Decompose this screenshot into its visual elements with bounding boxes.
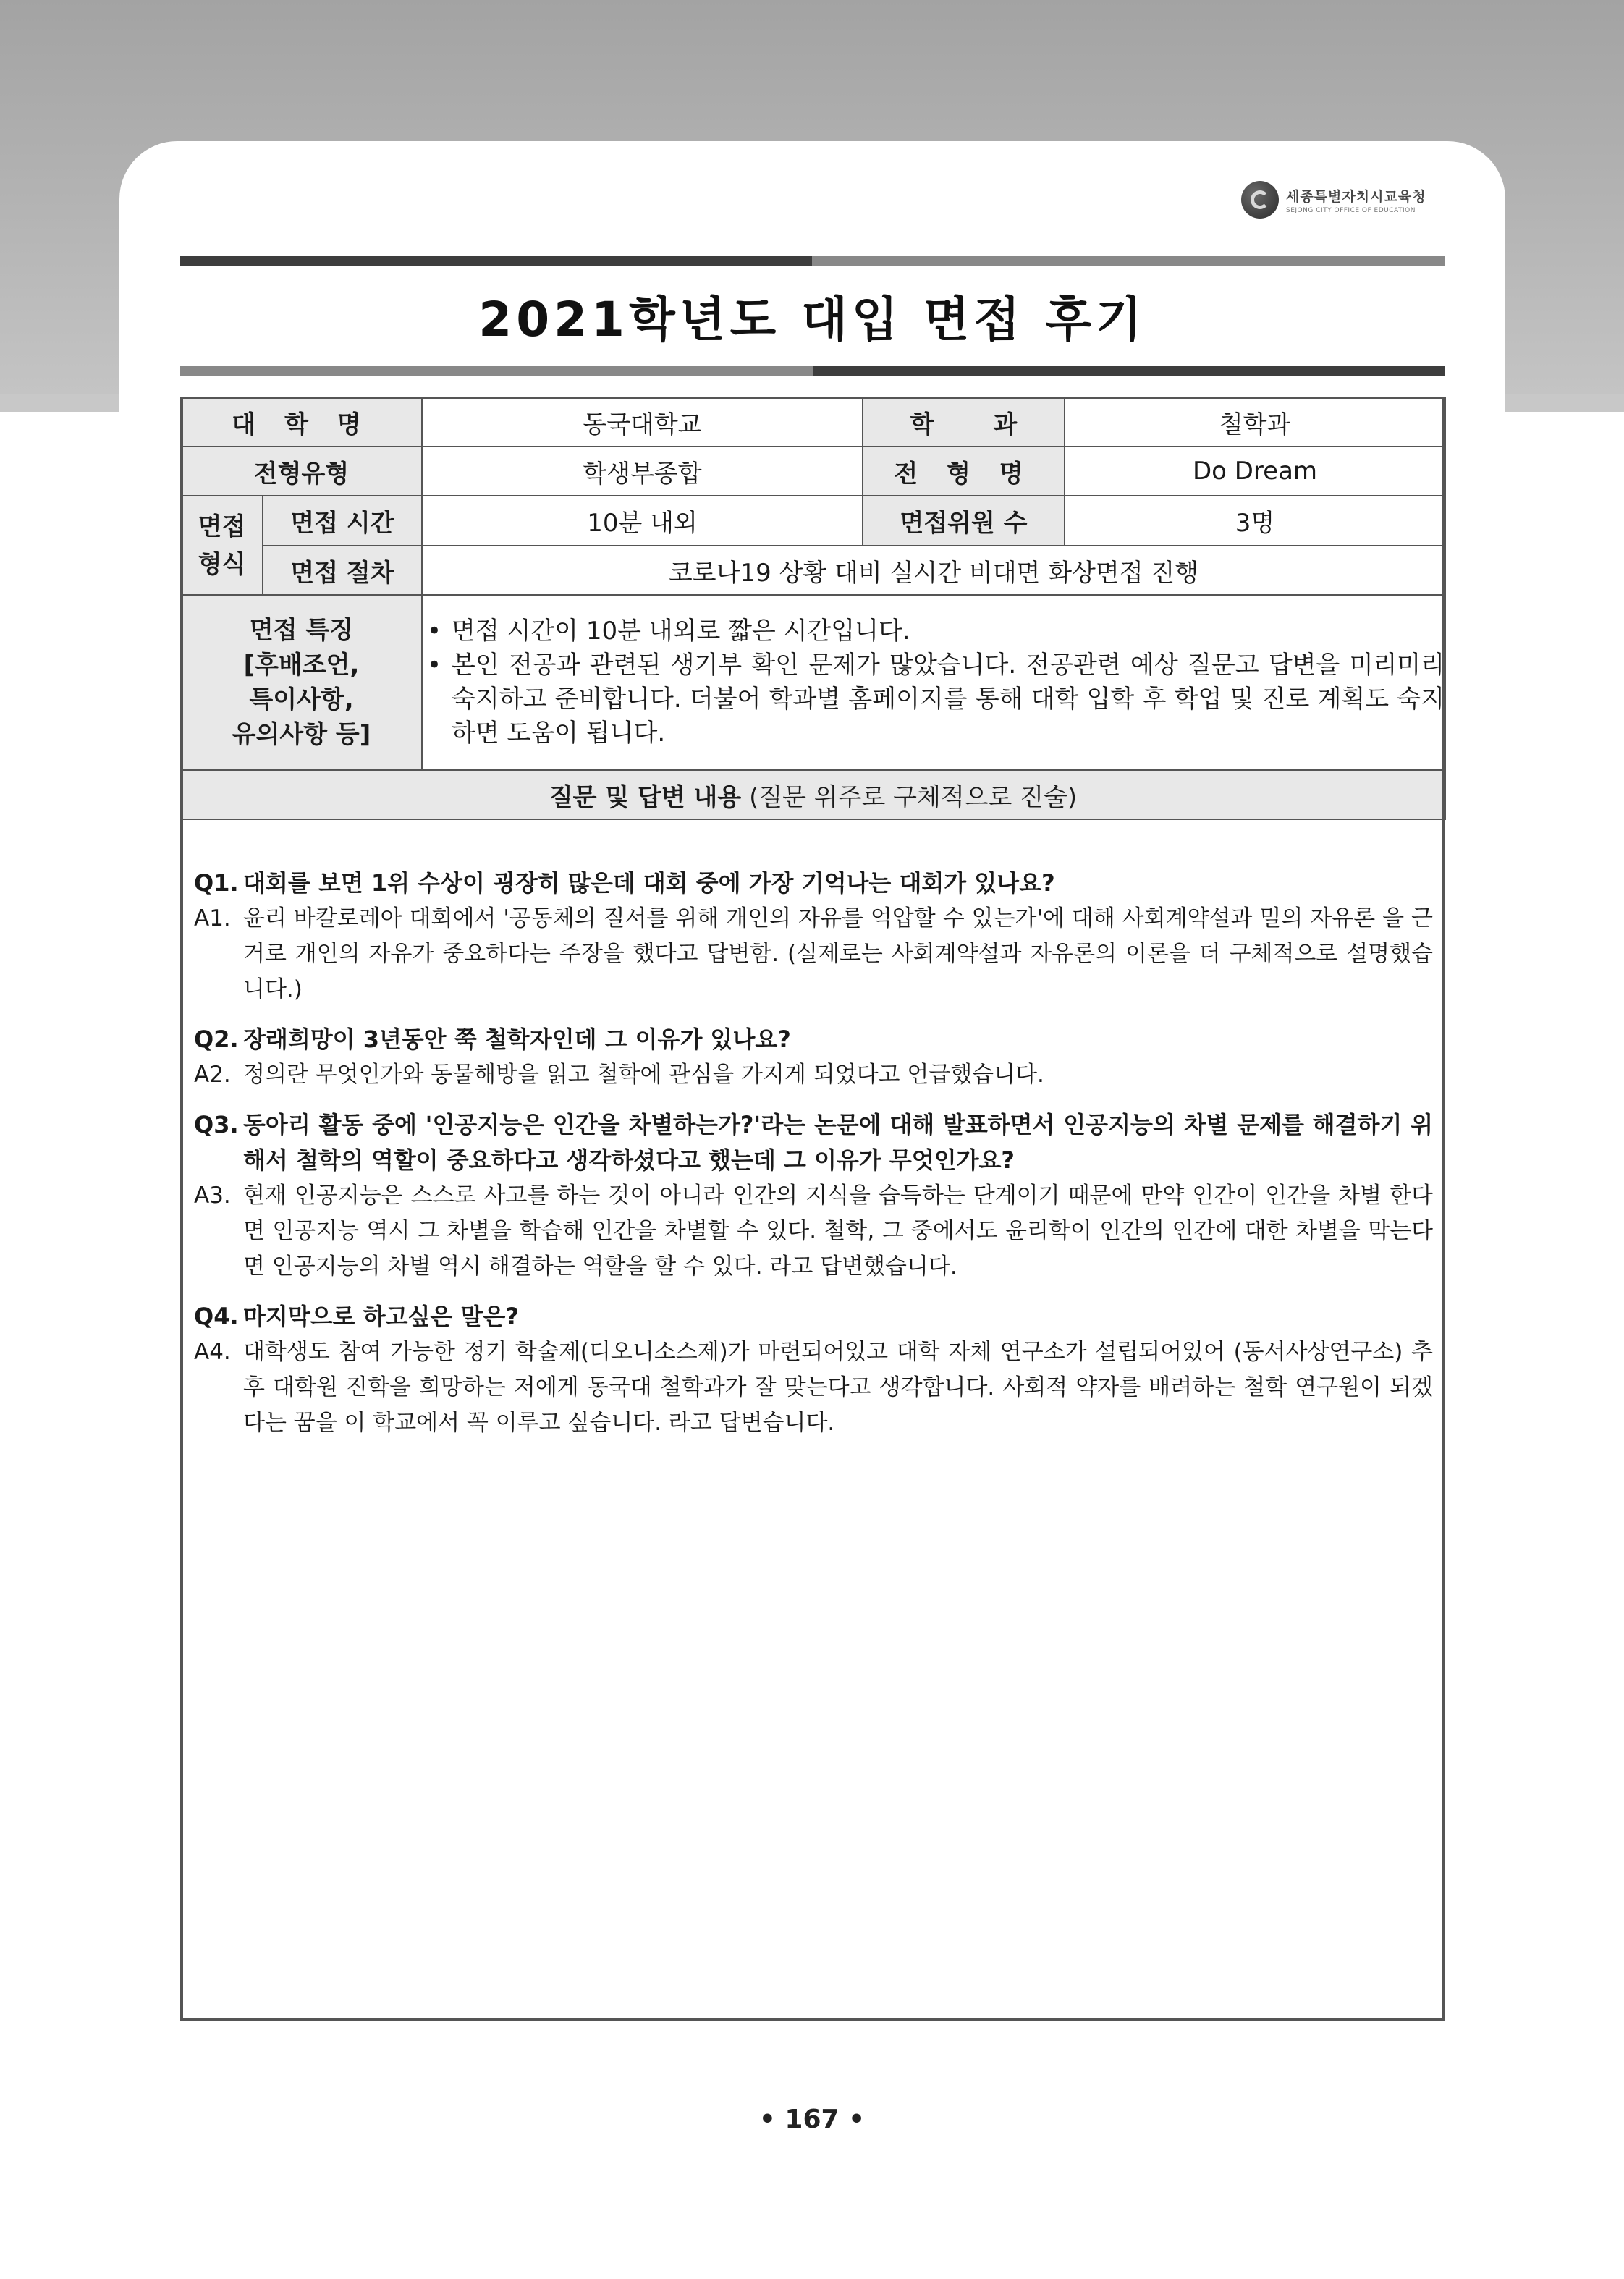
question-label: Q4. — [194, 1303, 239, 1330]
question-label: Q3. — [194, 1111, 239, 1138]
question-text: 대회를 보면 1위 수상이 굉장히 많은데 대회 중에 가장 기억나는 대회가 있나요? — [243, 869, 1055, 897]
answer-label: A3. — [194, 1183, 231, 1209]
answer-text: 정의란 무엇인가와 동물해방을 읽고 철학에 관심을 가지게 되었다고 언급했습니다. — [243, 1062, 1044, 1088]
answer-text: 윤리 바칼로레아 대회에서 '공동체의 질서를 위해 개인의 자유를 억압할 수 있는가'에 대해 사회계약설과 밀의 자유론 을 근거로 개인의 자유가 중요하다는 주장을 했다고 답변함. (실제로는 사회계약설과 자유론의 이론을 더 구체적으로 설명했습니다.) — [243, 905, 1433, 1002]
question-label: Q1. — [194, 869, 239, 897]
question-3 — [194, 1107, 1433, 1178]
answer-2 — [194, 1057, 1433, 1093]
answer-label: A1. — [194, 905, 231, 931]
title-bottom-rule — [180, 366, 1445, 376]
logo-english: SEJONG CITY OFFICE OF EDUCATION — [1286, 206, 1416, 214]
question-text: 동아리 활동 중에 '인공지능은 인간을 차별하는가?'라는 논문에 대해 발표하면서 인공지능의 차별 문제를 해결하기 위해서 철학의 역할이 중요하다고 생각하셨다고 했는데 그 이유가 무엇인가요? — [243, 1111, 1433, 1174]
answer-label: A4. — [194, 1339, 231, 1365]
logo-text — [1286, 186, 1426, 214]
panel-count-value: 3명 — [1065, 496, 1445, 546]
answer-text: 현재 인공지능은 스스로 사고를 하는 것이 아니라 인간의 지식을 습득하는 단계이기 때문에 만약 인간이 인간을 차별 한다면 인공지능 역시 그 차별을 학습해 인간을 차별할 수 있다. 철학, 그 중에서도 윤리학이 인간의 인간에 대한 차별을 막는다면 인공지능의 차별 역시 해결하는 역할을 할 수 있다. 라고 답변했습니다. — [243, 1183, 1433, 1280]
question-text: 마지막으로 하고싶은 말은? — [243, 1303, 519, 1330]
answer-3 — [194, 1178, 1433, 1285]
question-label: Q2. — [194, 1026, 239, 1053]
office-emblem-icon — [1241, 181, 1279, 219]
interview-features-label-text: 면접 특징 [후배조언, 특이사항, 유의사항 등] — [232, 616, 371, 749]
qa-heading-bold: 질문 및 답변 내용 — [549, 782, 742, 812]
page-title: 2021학년도 대입 면접 후기 — [478, 292, 1146, 347]
answer-text: 대학생도 참여 가능한 정기 학술제(디오니소스제)가 마련되어있고 대학 자체 연구소가 설립되어있어 (동서사상연구소) 추후 대학원 진학을 희망하는 저에게 동국대 철학과가 잘 맞는다고 생각합니다. 사회적 약자를 배려하는 철학 연구원이 되겠다는 꿈을 이 학교에서 꼭 이루고 싶습니다. 라고 답변습니다. — [243, 1339, 1433, 1436]
question-text: 장래희망이 3년동안 쭉 철학자인데 그 이유가 있나요? — [243, 1026, 791, 1053]
answer-label: A2. — [194, 1062, 231, 1088]
feature-item: • 면접 시간이 10분 내외로 짧은 시간입니다. — [423, 614, 1445, 648]
logo-korean: 세종특별자치시교육청 — [1286, 188, 1426, 205]
university-value: 동국대학교 — [422, 397, 863, 447]
title-top-rule — [180, 256, 1445, 266]
office-logo — [1241, 175, 1458, 224]
panel-count-label: 면접위원 수 — [863, 496, 1065, 546]
question-2 — [194, 1022, 1433, 1057]
admission-type-value: 학생부종합 — [422, 447, 863, 496]
answer-4 — [194, 1335, 1433, 1441]
qa-heading-note: (질문 위주로 구체적으로 진술) — [749, 782, 1078, 812]
qa-content — [194, 866, 1433, 1441]
interview-format-label: 면접 형식 — [181, 496, 263, 595]
feature-item: • 본인 전공과 관련된 생기부 확인 문제가 많았습니다. 전공관련 예상 질문고 답변을 미리미리 숙지하고 준비합니다. 더불어 학과별 홈페이지를 통해 대학 입학 후 학업 및 진로 계획도 숙지하면 도움이 됩니다. — [423, 648, 1445, 750]
interview-procedure-label: 면접 절차 — [263, 546, 422, 595]
department-value: 철학과 — [1065, 397, 1445, 447]
interview-procedure-value: 코로나19 상황 대비 실시간 비대면 화상면접 진행 — [422, 546, 1445, 595]
interview-time-value: 10분 내외 — [422, 496, 863, 546]
university-label: 대 학 명 — [181, 397, 422, 447]
question-1 — [194, 866, 1433, 901]
page-number: • 167 • — [758, 2105, 866, 2134]
admission-name-label: 전 형 명 — [863, 447, 1065, 496]
answer-1 — [194, 901, 1433, 1007]
interview-time-label: 면접 시간 — [263, 496, 422, 546]
department-label: 학 과 — [863, 397, 1065, 447]
admission-name-value: Do Dream — [1065, 447, 1445, 496]
admission-type-label: 전형유형 — [181, 447, 422, 496]
question-4 — [194, 1299, 1433, 1335]
